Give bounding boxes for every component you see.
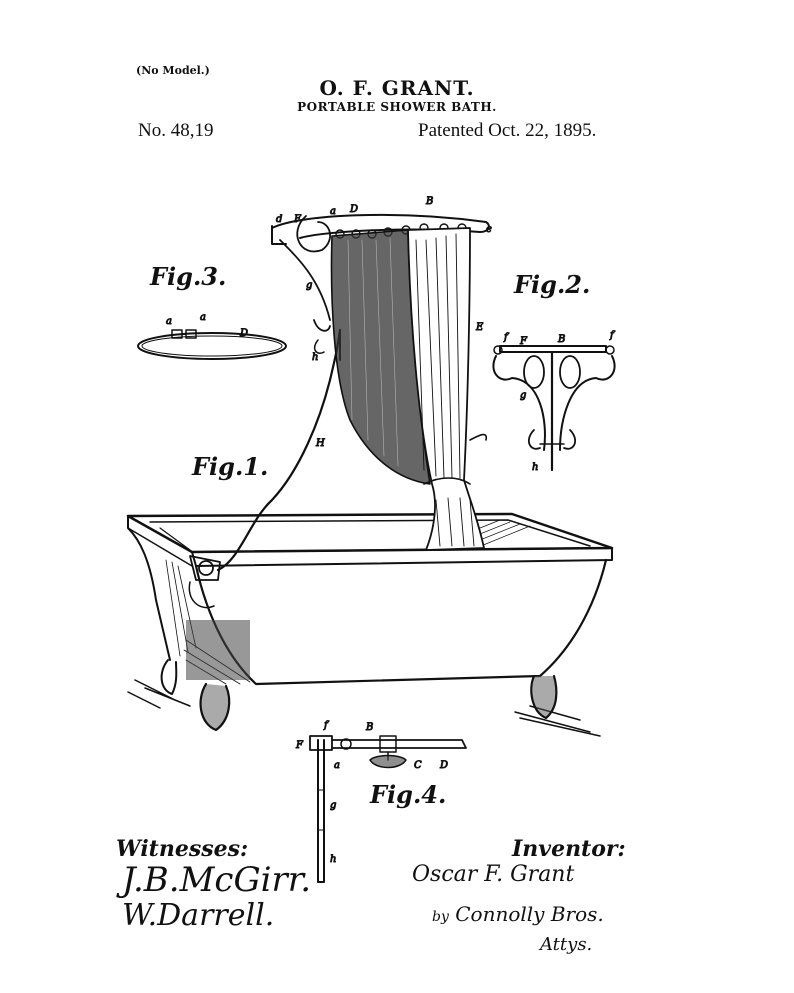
fig1-letter-e: e bbox=[486, 224, 492, 235]
fig2-bracket bbox=[493, 346, 614, 470]
fig2-letter-g: g bbox=[520, 390, 527, 401]
fig1-curtain-rig bbox=[272, 215, 489, 550]
fig3-label: Fig.3. bbox=[150, 262, 227, 291]
fig3-letter-a2: a bbox=[200, 312, 206, 323]
fig4-letter-B: B bbox=[366, 722, 374, 733]
fig1-letter-B: B bbox=[426, 196, 434, 207]
model-note: (No Model.) bbox=[136, 64, 210, 77]
fig4-letter-F: F bbox=[296, 740, 303, 751]
attorney-signature bbox=[432, 902, 604, 926]
attorney-suffix: Attys. bbox=[540, 934, 593, 955]
fig1-letter-a: a bbox=[330, 206, 336, 217]
fig4-letter-g: g bbox=[330, 800, 337, 811]
inventor-name-heading: O. F. GRANT. bbox=[319, 76, 475, 100]
fig2-letter-F: F bbox=[520, 336, 527, 347]
fig2-label: Fig.2. bbox=[514, 270, 591, 299]
fig3-letter-a1: a bbox=[166, 316, 172, 327]
fig4-letter-C: C bbox=[414, 760, 422, 771]
fig1-letter-g: g bbox=[306, 280, 313, 291]
fig2-letter-f1: f bbox=[504, 332, 508, 343]
fig2-letter-B: B bbox=[558, 334, 566, 345]
attorney-name: Connolly Bros. bbox=[455, 902, 604, 926]
fig1-letter-F: F bbox=[294, 214, 301, 225]
inventor-label: Inventor: bbox=[512, 836, 626, 862]
fig3-ring bbox=[138, 330, 286, 359]
fig4-letter-D: D bbox=[440, 760, 449, 771]
witnesses-label: Witnesses: bbox=[116, 836, 249, 862]
patent-title: PORTABLE SHOWER BATH. bbox=[297, 100, 497, 114]
patent-date: Patented Oct. 22, 1895. bbox=[418, 120, 597, 141]
fig1-letter-h: h bbox=[312, 352, 319, 363]
attorney-by: by bbox=[432, 909, 449, 925]
fig4-letter-a: a bbox=[334, 760, 340, 771]
fig2-letter-h: h bbox=[532, 462, 539, 473]
fig4-letter-h: h bbox=[330, 854, 337, 865]
fig1-letter-E: E bbox=[476, 322, 484, 333]
fig2-letter-f2: f bbox=[610, 330, 614, 341]
witness-1-signature: J.B.McGirr. bbox=[122, 860, 312, 900]
fig1-letter-d: d bbox=[276, 214, 283, 225]
fig4-letter-f: f bbox=[324, 720, 328, 731]
fig3-letter-D: D bbox=[240, 328, 249, 339]
patent-number: No. 48,19 bbox=[138, 120, 214, 141]
fig1-letter-H: H bbox=[316, 438, 325, 449]
fig4-label: Fig.4. bbox=[370, 780, 447, 809]
fig1-letter-D: D bbox=[350, 204, 359, 215]
witness-2-signature: W.Darrell. bbox=[122, 898, 275, 933]
fig1-label: Fig.1. bbox=[192, 452, 269, 481]
inventor-signature: Oscar F. Grant bbox=[412, 862, 575, 887]
